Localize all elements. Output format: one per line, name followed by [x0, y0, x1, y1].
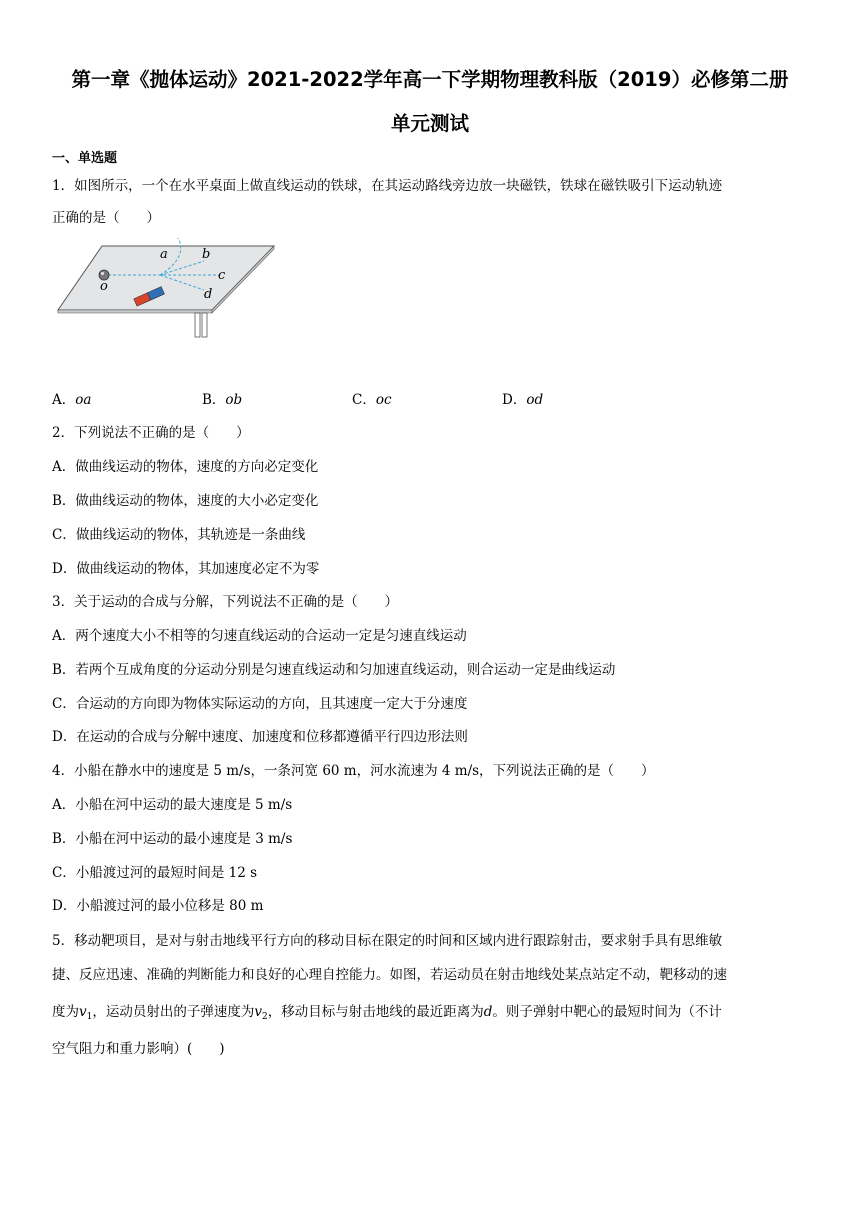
q5-line3-part-b: ，运动员射出的子弹速度为 [92, 1004, 255, 1020]
q1-option-c-text: oc [375, 392, 392, 408]
v1-subscript: 1 [86, 1012, 93, 1022]
q2-option-b[interactable]: B．做曲线运动的物体，速度的大小必定变化 [52, 493, 319, 509]
doc-title-line1: 第一章《抛体运动》2021-2022学年高一下学期物理教科版（2019）必修第二册 [71, 68, 789, 91]
q1-option-b[interactable] [202, 388, 242, 408]
q1-option-c-letter: C． [352, 392, 376, 408]
q3-option-d[interactable]: D．在运动的合成与分解中速度、加速度和位移都遵循平行四边形法则 [52, 729, 468, 745]
q5-line3-part-c: ，移动目标与射击地线的最近距离为 [267, 1004, 484, 1020]
label-b: b [202, 247, 211, 262]
v1-symbol: v [79, 1004, 87, 1020]
q1-option-c[interactable] [352, 388, 392, 408]
q1-option-d-letter: D． [502, 392, 527, 408]
table-edge [58, 310, 212, 313]
label-a: a [160, 247, 168, 262]
q5-line3-part-d: 。则子弹射中靶心的最短时间为（不计 [492, 1004, 722, 1020]
q5-stem-line3 [52, 1000, 722, 1022]
q4-stem: 4．小船在静水中的速度是 5 m/s，一条河宽 60 m，河水流速为 4 m/s，下列说法正确的是（ ） [52, 763, 655, 779]
q1-option-d-text: od [526, 392, 544, 408]
q2-option-d[interactable]: D．做曲线运动的物体，其加速度必定不为零 [52, 561, 320, 577]
q5-stem-line2: 捷、反应迅速、准确的判断能力和良好的心理自控能力。如图，若运动员在射击地线处某点站定不动，靶移动的速 [52, 967, 727, 983]
section-heading-single-choice: 一、单选题 [52, 151, 118, 166]
q1-option-d[interactable] [502, 388, 543, 408]
q5-line3-part-a: 度为 [52, 1004, 79, 1020]
q4-option-b[interactable]: B．小船在河中运动的最小速度是 3 m/s [52, 831, 293, 847]
q2-stem: 2．下列说法不正确的是（ ） [52, 425, 250, 441]
q1-option-b-letter: B． [202, 392, 226, 408]
d-symbol: d [483, 1004, 493, 1020]
q2-option-c[interactable]: C．做曲线运动的物体，其轨迹是一条曲线 [52, 527, 306, 543]
q1-option-b-text: ob [225, 392, 243, 408]
q4-option-c[interactable]: C．小船渡过河的最短时间是 12 s [52, 865, 258, 881]
label-c: c [218, 268, 226, 283]
table-leg [195, 313, 200, 337]
q1-option-a[interactable] [52, 388, 91, 408]
q5-stem-line1: 5．移动靶项目，是对与射击地线平行方向的移动目标在限定的时间和区域内进行跟踪射击，要求射手具有思维敏 [52, 933, 723, 949]
label-o: o [100, 279, 108, 294]
q3-option-b[interactable]: B．若两个互成角度的分运动分别是匀速直线运动和匀加速直线运动，则合运动一定是曲线运动 [52, 662, 616, 678]
q3-option-a[interactable]: A．两个速度大小不相等的匀速直线运动的合运动一定是匀速直线运动 [52, 628, 467, 644]
q5-stem-line4: 空气阻力和重力影响）( ) [52, 1041, 225, 1057]
v2-symbol: v [254, 1004, 263, 1020]
q1-figure [52, 232, 282, 340]
q2-option-a[interactable]: A．做曲线运动的物体，速度的方向必定变化 [52, 459, 319, 475]
q1-option-a-letter: A． [52, 392, 76, 408]
q1-stem-line1: 1．如图所示，一个在水平桌面上做直线运动的铁球，在其运动路线旁边放一块磁铁，铁球在磁铁吸引下运动轨迹 [52, 178, 723, 194]
q1-option-a-text: oa [75, 392, 92, 408]
v2-subscript: 2 [262, 1012, 268, 1022]
q4-option-a[interactable]: A．小船在河中运动的最大速度是 5 m/s [52, 797, 293, 813]
q4-option-d[interactable]: D．小船渡过河的最小位移是 80 m [52, 898, 264, 914]
q3-stem: 3．关于运动的合成与分解，下列说法不正确的是（ ） [52, 594, 399, 610]
q1-stem-line2: 正确的是（ ） [52, 210, 160, 226]
q3-option-c[interactable]: C．合运动的方向即为物体实际运动的方向，且其速度一定大于分速度 [52, 696, 468, 712]
doc-title-line2: 单元测试 [390, 112, 469, 135]
label-d: d [204, 287, 213, 302]
